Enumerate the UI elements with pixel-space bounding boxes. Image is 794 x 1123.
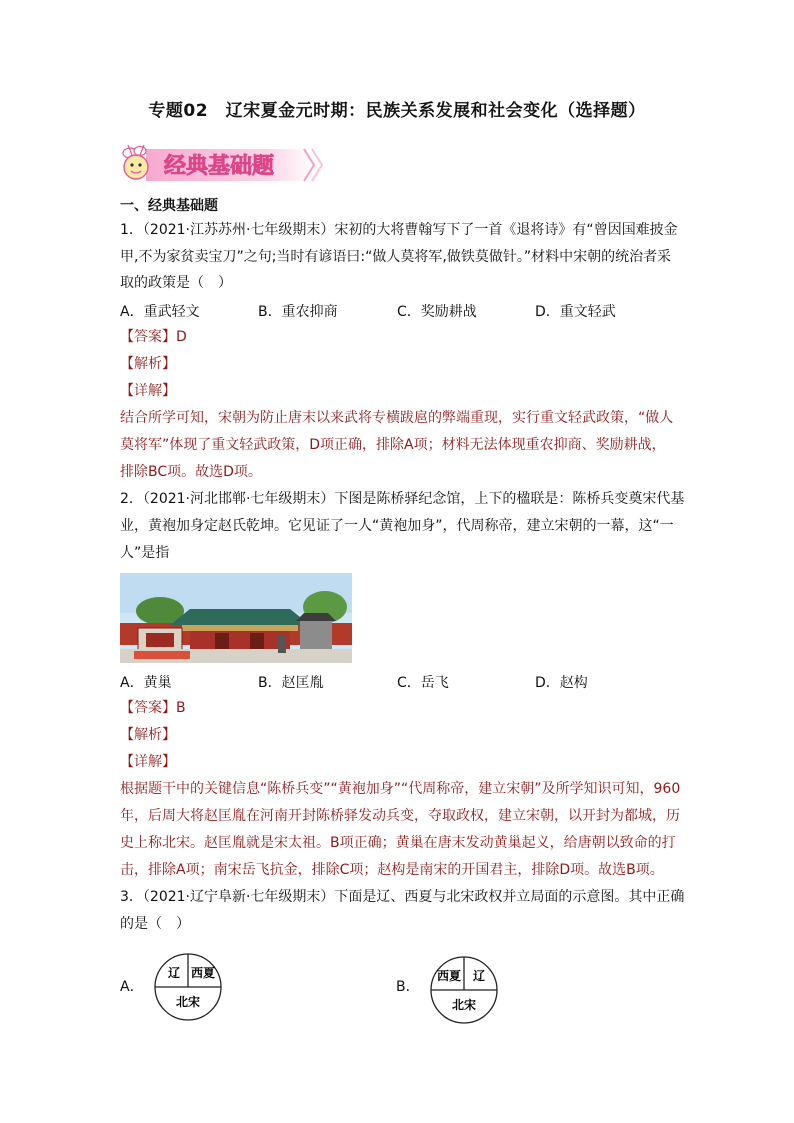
q2-line: 人”是指 (120, 545, 170, 561)
page-title: 专题02 辽宋夏金元时期：民族关系发展和社会变化（选择题） (148, 101, 646, 121)
q1-analysis-label: 【解析】 (120, 356, 176, 372)
q3-b-top-left: 西夏 (436, 969, 462, 983)
q1-explanation-line: 莫将军”体现了重文轻武政策，D项正确，排除A项；材料无法体现重农抑商、奖励耕战， (120, 437, 666, 453)
q2-option-b: B．赵匡胤 (258, 675, 324, 691)
q3-a-top-left: 辽 (167, 966, 181, 980)
q2-option-c: C．岳飞 (397, 675, 449, 691)
q2-explanation-line: 年，后周大将赵匡胤在河南开封陈桥驿发动兵变，夺取政权，建立宋朝，以开封为都城，历 (120, 808, 680, 824)
q1-explanation-line: 排除BC项。故选D项。 (120, 464, 262, 480)
q1-answer: 【答案】D (120, 329, 187, 345)
q3-option-b-letter: B． (396, 979, 420, 995)
chenqiao-memorial-photo (120, 573, 352, 663)
section-heading: 一、经典基础题 (120, 198, 218, 214)
section-banner (116, 135, 326, 187)
q2-option-d: D．赵构 (535, 675, 588, 691)
q2-answer: 【答案】B (120, 700, 186, 716)
q3-b-bottom: 北宋 (451, 998, 477, 1012)
q1-line: 甲,不为家贫卖宝刀”之句;当时有谚语曰:“做人莫将军,做铁莫做针。”材料中宋朝的统治者采 (120, 249, 672, 265)
q3-a-bottom: 北宋 (175, 995, 201, 1009)
q1-option-a: A．重武轻文 (120, 304, 200, 320)
q1-option-d: D．重文轻武 (535, 304, 616, 320)
q1-option-b: B．重农抑商 (258, 304, 338, 320)
q2-explanation-line: 根据题干中的关键信息“陈桥兵变”“黄袍加身”“代周称帝，建立宋朝”及所学知识可知，960 (120, 781, 681, 797)
q1-explanation-line: 结合所学可知，宋朝为防止唐末以来武将专横跋扈的弊端重现，实行重文轻武政策，“做人 (120, 410, 674, 426)
q2-line: 业，黄袍加身定赵氏乾坤。它见证了一人“黄袍加身”，代周称帝，建立宋朝的一幕，这“一 (120, 518, 674, 534)
q1-line: 1．（2021·江苏苏州·七年级期末）宋初的大将曹翰写下了一首《退将诗》有“曾因国难披金 (120, 222, 678, 238)
q3-line: 的是（ ） (120, 916, 190, 932)
bee-mascot-icon (123, 145, 148, 179)
q3-a-top-right: 西夏 (190, 966, 216, 980)
q1-detail-label: 【详解】 (120, 383, 176, 399)
q1-option-c: C．奖励耕战 (397, 304, 477, 320)
q2-explanation-line: 史上称北宋。赵匡胤就是宋太祖。B项正确；黄巢在唐末发动黄巢起义，给唐朝以致命的打 (120, 835, 676, 851)
q2-line: 2．（2021·河北邯郸·七年级期末）下图是陈桥驿纪念馆，上下的楹联是：陈桥兵变奠宋代基 (120, 491, 685, 507)
q3-line: 3．（2021·辽宁阜新·七年级期末）下面是辽、西夏与北宋政权并立局面的示意图。其中正确 (120, 889, 685, 905)
q1-line: 取的政策是（ ） (120, 275, 232, 291)
q3-option-b-diagram (424, 955, 504, 1025)
q2-options (120, 672, 680, 692)
q3-b-top-right: 辽 (472, 969, 486, 983)
q2-option-a: A．黄巢 (120, 675, 172, 691)
banner-text: 经典基础题 (164, 154, 275, 179)
q1-options (120, 301, 680, 321)
q3-option-a-diagram (148, 952, 228, 1022)
q2-detail-label: 【详解】 (120, 754, 176, 770)
q2-analysis-label: 【解析】 (120, 727, 176, 743)
q2-explanation-line: 击，排除A项；南宋岳飞抗金，排除C项；赵构是南宋的开国君主，排除D项。故选B项。 (120, 862, 664, 878)
q3-option-a-letter: A． (120, 979, 144, 995)
